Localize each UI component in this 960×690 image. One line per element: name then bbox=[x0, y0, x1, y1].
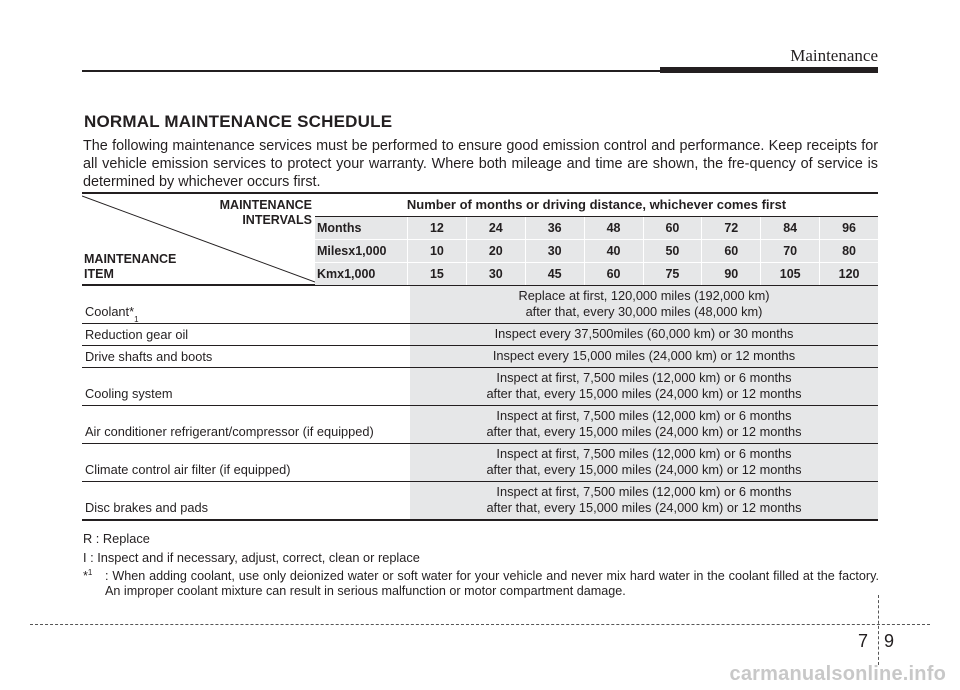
interval-value: 60 bbox=[701, 240, 760, 262]
maintenance-item bbox=[82, 482, 410, 519]
maintenance-item bbox=[82, 444, 410, 481]
description-line: after that, every 15,000 miles (24,000 km) or 12 months bbox=[486, 462, 802, 477]
maintenance-item bbox=[82, 346, 410, 367]
interval-value: 84 bbox=[760, 217, 819, 239]
interval-value: 72 bbox=[701, 217, 760, 239]
table-row bbox=[82, 482, 878, 521]
intro-paragraph: The following maintenance services must be performed to ensure good emission control and performance. Keep receipts for all vehicle emission services to protect your warranty. Where both mileage and time are shown, the fre-quency of service is determined by whichever occurs first. bbox=[83, 138, 878, 190]
maintenance-item-label: Drive shafts and boots bbox=[85, 348, 213, 364]
description-line: after that, every 15,000 miles (24,000 km) or 12 months bbox=[486, 386, 802, 401]
interval-value: 90 bbox=[701, 263, 760, 285]
note-replace: R : Replace bbox=[83, 531, 150, 546]
interval-value: 15 bbox=[407, 263, 466, 285]
interval-value: 12 bbox=[407, 217, 466, 239]
description-line: Inspect at first, 7,500 miles (12,000 km) or 6 months bbox=[496, 484, 792, 499]
interval-value: 105 bbox=[760, 263, 819, 285]
maintenance-description bbox=[410, 406, 878, 443]
interval-value: 45 bbox=[525, 263, 584, 285]
interval-value: 50 bbox=[643, 240, 702, 262]
chapter-number: 7 bbox=[858, 631, 869, 651]
item-label-line2: ITEM bbox=[84, 267, 114, 281]
description-line: Inspect at first, 7,500 miles (12,000 km) or 6 months bbox=[496, 370, 792, 385]
interval-value: 30 bbox=[466, 263, 525, 285]
interval-value: 80 bbox=[819, 240, 878, 262]
crop-mark-horizontal bbox=[30, 624, 930, 625]
footnote-text: : When adding coolant, use only deionized water or soft water for your vehicle and never mix hard water in the coolant filled at the factory. An improper coolant mixture can result in serious malfunction or motor compartment damage. bbox=[105, 569, 879, 598]
footnote-marker bbox=[83, 569, 105, 599]
crop-mark-vertical bbox=[878, 595, 879, 665]
table-row bbox=[82, 444, 878, 482]
interval-value: 70 bbox=[760, 240, 819, 262]
interval-value: 60 bbox=[584, 263, 643, 285]
interval-value: 20 bbox=[466, 240, 525, 262]
intervals-label-line1: MAINTENANCE bbox=[219, 198, 312, 212]
maintenance-item-label: Coolant* bbox=[85, 304, 135, 319]
legend-notes bbox=[83, 530, 879, 599]
note-footnote bbox=[83, 569, 879, 599]
interval-row-months bbox=[315, 217, 878, 240]
interval-value: 75 bbox=[643, 263, 702, 285]
description-line: after that, every 30,000 miles (48,000 km) bbox=[525, 304, 763, 319]
maintenance-schedule-table bbox=[82, 192, 878, 521]
interval-value: 24 bbox=[466, 217, 525, 239]
note-inspect: I : Inspect and if necessary, adjust, correct, clean or replace bbox=[83, 550, 420, 565]
table-row bbox=[82, 324, 878, 346]
maintenance-description bbox=[410, 286, 878, 323]
maintenance-description bbox=[410, 444, 878, 481]
maintenance-item-label: Air conditioner refrigerant/compressor (if equipped) bbox=[85, 424, 374, 439]
description-line: Inspect every 37,500miles (60,000 km) or 30 months bbox=[494, 326, 794, 341]
page-number: 9 bbox=[884, 631, 895, 651]
interval-row-km bbox=[315, 263, 878, 285]
maintenance-description bbox=[410, 346, 878, 367]
description-line: Replace at first, 120,000 miles (192,000 km) bbox=[518, 288, 770, 303]
interval-value: 96 bbox=[819, 217, 878, 239]
maintenance-item-label: Reduction gear oil bbox=[85, 326, 189, 342]
intervals-label-line2: INTERVALS bbox=[242, 213, 312, 227]
footnote-asterisk: * bbox=[83, 569, 88, 583]
maintenance-description bbox=[410, 368, 878, 405]
header-rule-thin bbox=[82, 70, 660, 72]
table-row bbox=[82, 368, 878, 406]
interval-row-miles bbox=[315, 240, 878, 263]
watermark: carmanualsonline.info bbox=[729, 663, 946, 685]
maintenance-item bbox=[82, 406, 410, 443]
maintenance-description bbox=[410, 482, 878, 519]
interval-row-label: Kmx1,000 bbox=[317, 267, 376, 281]
interval-grid bbox=[315, 194, 878, 285]
item-label-line1: MAINTENANCE bbox=[84, 252, 177, 266]
description-line: after that, every 15,000 miles (24,000 km) or 12 months bbox=[486, 424, 802, 439]
header-rule-thick bbox=[660, 67, 878, 73]
interval-value: 10 bbox=[407, 240, 466, 262]
interval-value: 30 bbox=[525, 240, 584, 262]
description-line: after that, every 15,000 miles (24,000 km) or 12 months bbox=[486, 500, 802, 515]
interval-value: 60 bbox=[643, 217, 702, 239]
maintenance-item bbox=[82, 368, 410, 405]
maintenance-description bbox=[410, 324, 878, 345]
interval-value: 120 bbox=[819, 263, 878, 285]
footnote-number: 1 bbox=[87, 567, 93, 577]
maintenance-item-label: Climate control air filter (if equipped) bbox=[85, 462, 291, 477]
table-row bbox=[82, 346, 878, 368]
description-line: Inspect at first, 7,500 miles (12,000 km) or 6 months bbox=[496, 408, 792, 423]
table-row bbox=[82, 406, 878, 444]
table-row bbox=[82, 286, 878, 324]
interval-value: 40 bbox=[584, 240, 643, 262]
description-line: Inspect every 15,000 miles (24,000 km) or 12 months bbox=[492, 348, 796, 363]
intervals-label bbox=[220, 198, 312, 228]
maintenance-item-label: Cooling system bbox=[85, 386, 173, 401]
interval-value: 36 bbox=[525, 217, 584, 239]
interval-grid-title: Number of months or driving distance, whichever comes first bbox=[315, 194, 878, 217]
section-title: Maintenance bbox=[790, 46, 878, 65]
schedule-header bbox=[82, 192, 878, 286]
maintenance-item-label: Disc brakes and pads bbox=[85, 500, 209, 515]
schedule-heading: NORMAL MAINTENANCE SCHEDULE bbox=[84, 112, 393, 131]
maintenance-item bbox=[82, 324, 410, 345]
interval-row-label: Milesx1,000 bbox=[317, 244, 387, 258]
description-line: Inspect at first, 7,500 miles (12,000 km) or 6 months bbox=[496, 446, 792, 461]
interval-row-label: Months bbox=[317, 221, 362, 235]
interval-value: 48 bbox=[584, 217, 643, 239]
diagonal-header-cell bbox=[82, 194, 316, 284]
maintenance-item: Coolant* 1 bbox=[85, 304, 139, 324]
item-label bbox=[84, 252, 176, 282]
